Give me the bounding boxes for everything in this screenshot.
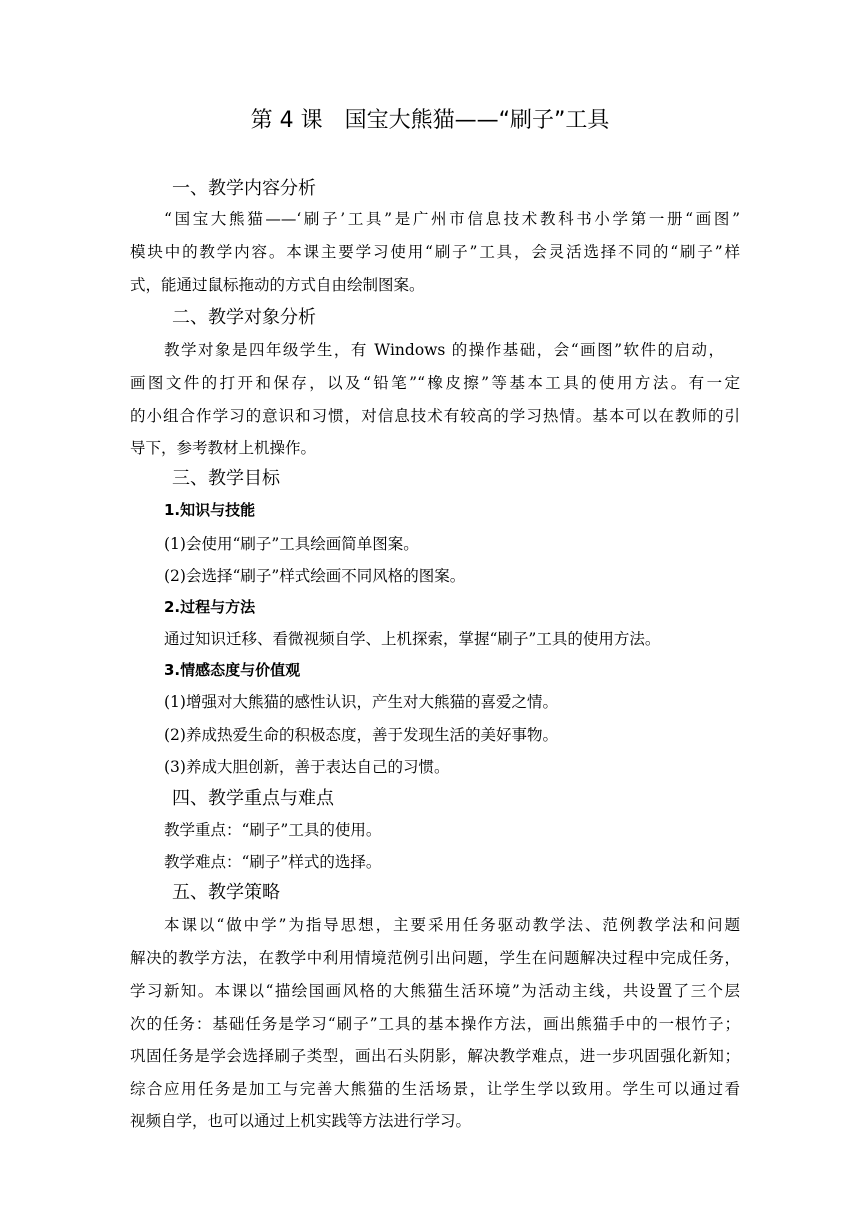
paragraph-line: 巩固任务是学会选择刷子类型，画出石头阴影，解决教学难点，进一步巩固强化新知；: [130, 1047, 740, 1065]
paragraph-line: 解决的教学方法，在教学中利用情境范例引出问题，学生在问题解决过程中完成任务，: [130, 949, 740, 967]
paragraph-line: 教学重点：“刷子”工具的使用。: [164, 821, 382, 839]
paragraph-line: 画图文件的打开和保存，以及“铅笔”“橡皮擦”等基本工具的使用方法。有一定: [130, 374, 740, 392]
paragraph-line: 的小组合作学习的意识和习惯，对信息技术有较高的学习热情。基本可以在教师的引: [130, 407, 740, 425]
paragraph-line: 导下，参考教材上机操作。: [130, 439, 317, 457]
section-4-heading: 四、教学重点与难点: [172, 788, 334, 809]
section-3-heading: 三、教学目标: [172, 468, 280, 489]
list-item: (2)养成热爱生命的积极态度，善于发现生活的美好事物。: [164, 726, 558, 744]
paragraph-line: “国宝大熊猫——‘刷子’工具”是广州市信息技术教科书小学第一册“画图”: [164, 210, 740, 228]
section-5-heading: 五、教学策略: [172, 882, 280, 903]
list-item: (1)会使用“刷子”工具绘画简单图案。: [164, 535, 419, 553]
paragraph-line: 视频自学，也可以通过上机实践等方法进行学习。: [130, 1112, 472, 1130]
list-item: (3)养成大胆创新，善于表达自己的习惯。: [164, 758, 450, 776]
paragraph-line: 综合应用任务是加工与完善大熊猫的生活场景，让学生学以致用。学生可以通过看: [130, 1080, 740, 1098]
paragraph-line: 学习新知。本课以“描绘国画风格的大熊猫生活环境”为活动主线，共设置了三个层: [130, 982, 740, 1000]
section-1-heading: 一、教学内容分析: [172, 178, 316, 199]
subheading-attitude-values: 3.情感态度与价值观: [164, 661, 301, 679]
subheading-process-method: 2.过程与方法: [164, 598, 256, 616]
paragraph-line: 教学难点：“刷子”样式的选择。: [164, 853, 382, 871]
list-item: (2)会选择“刷子”样式绘画不同风格的图案。: [164, 567, 466, 585]
paragraph-line: 次的任务：基础任务是学习“刷子”工具的基本操作方法，画出熊猫手中的一根竹子；: [130, 1015, 740, 1033]
paragraph-line: 式，能通过鼠标拖动的方式自由绘制图案。: [130, 276, 425, 294]
list-item: (1)增强对大熊猫的感性认识，产生对大熊猫的喜爱之情。: [164, 693, 558, 711]
lesson-title: 第 4 课 国宝大熊猫——“刷子”工具: [250, 108, 610, 133]
paragraph-line: 本课以“做中学”为指导思想，主要采用任务驱动教学法、范例教学法和问题: [164, 916, 740, 934]
paragraph-line: 教学对象是四年级学生，有 Windows 的操作基础，会“画图”软件的启动，: [164, 341, 724, 359]
paragraph-line: 通过知识迁移、看微视频自学、上机探索，掌握“刷子”工具的使用方法。: [164, 630, 661, 648]
subheading-knowledge-skills: 1.知识与技能: [164, 501, 256, 519]
section-2-heading: 二、教学对象分析: [172, 307, 316, 328]
paragraph-line: 模块中的教学内容。本课主要学习使用“刷子”工具，会灵活选择不同的“刷子”样: [130, 243, 740, 261]
